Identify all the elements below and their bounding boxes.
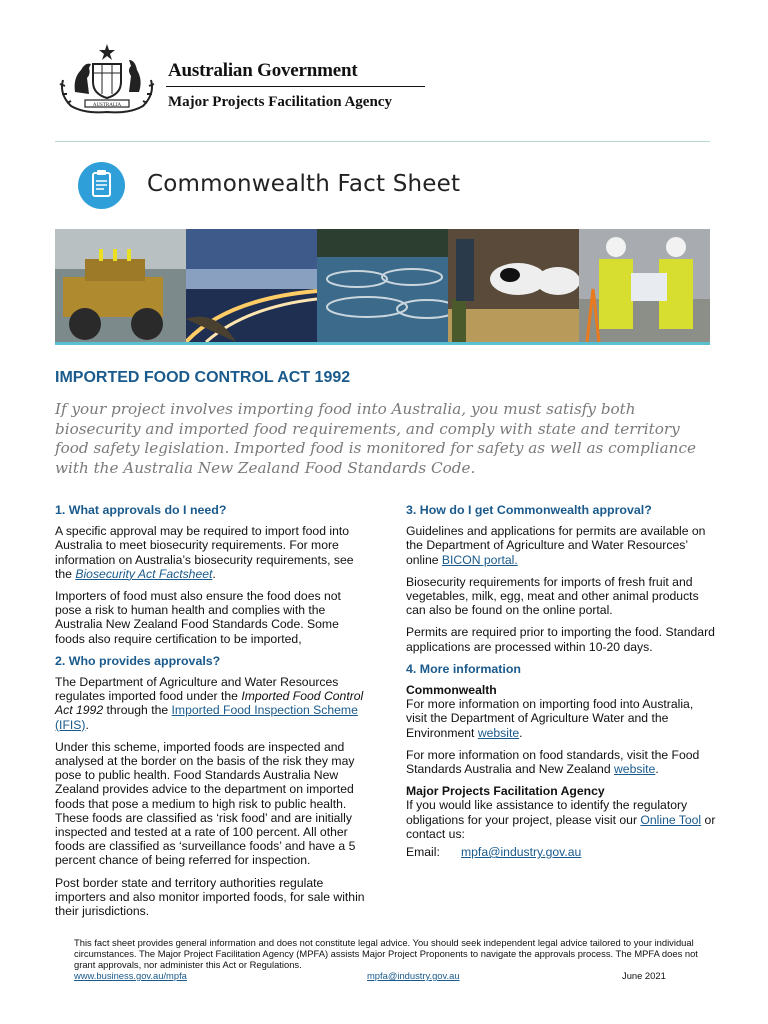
agency-name: Major Projects Facilitation Agency bbox=[168, 94, 392, 110]
agriculture-website-link[interactable]: website bbox=[477, 725, 520, 740]
s2-p1-b: through the bbox=[103, 703, 172, 718]
section-2-paragraph-3: Post border state and territory authorities regulate importers and also monitor imported foods, for sale within their jurisdictions. bbox=[55, 875, 365, 919]
section-1-paragraph-1 bbox=[55, 524, 365, 581]
mpfa-email-link[interactable]: mpfa@industry.gov.au bbox=[461, 845, 582, 860]
section-1-heading: 1. What approvals do I need? bbox=[55, 503, 227, 517]
highway-night-photo bbox=[186, 229, 317, 342]
mpfa-p-text: If you would like assistance to identify the regulatory obligations for your project, please visit our bbox=[406, 798, 688, 827]
footer-date: June 2021 bbox=[622, 970, 666, 981]
mpfa-paragraph bbox=[406, 798, 716, 841]
banner-underline bbox=[55, 342, 710, 345]
cw-p2-end: . bbox=[655, 762, 659, 777]
government-title: Australian Government bbox=[168, 60, 358, 81]
cw-p1-end: . bbox=[519, 725, 523, 740]
document-heading: IMPORTED FOOD CONTROL ACT 1992 bbox=[55, 369, 351, 386]
fsanz-website-link[interactable]: website bbox=[614, 762, 656, 777]
footer-disclaimer: This fact sheet provides general information and does not constitute legal advice. You should seek independent legal advice tailored to your individual circumstances. The Major Project Facilitation Agency (MPFA) assists Major Project Proponents to navigate the approvals process. The MPFA does not grant approvals, nor administer this Act or Regulations. bbox=[74, 937, 698, 971]
section-3-paragraph-1 bbox=[406, 524, 716, 567]
section-2-paragraph-1 bbox=[55, 675, 365, 732]
act-title-italic: Imported Food Control Act 1992 bbox=[55, 689, 364, 718]
email-row bbox=[406, 845, 716, 859]
s1-p1-text: A specific approval may be required to import food into Australia to meet biosecurity requirements. For more information on Australia’s biosecurity requirements, see the bbox=[55, 524, 354, 581]
section-1-paragraph-2: Importers of food must also ensure the food does not pose a risk to human health and complies with the Australia New Zealand Food Standards Code. Some foods also require certification to be imported, bbox=[55, 589, 341, 646]
email-label: Email: bbox=[406, 845, 440, 860]
s2-p1-a: The Department of Agriculture and Water Resources regulates imported food under the bbox=[55, 675, 339, 704]
footer-website-link[interactable]: www.business.gov.au/mpfa bbox=[74, 970, 187, 981]
coat-of-arms-icon bbox=[55, 42, 159, 114]
svg-text:AUSTRALIA: AUSTRALIA bbox=[92, 103, 122, 108]
section-2-heading: 2. Who provides approvals? bbox=[55, 653, 221, 668]
commonwealth-subheading: Commonwealth bbox=[406, 683, 497, 698]
header-divider bbox=[55, 141, 710, 142]
section-3-paragraph-3: Permits are required prior to importing the food. Standard applications are processed within 10-20 days. bbox=[406, 625, 715, 654]
commonwealth-paragraph-1 bbox=[406, 697, 716, 740]
footer-email-link[interactable]: mpfa@industry.gov.au bbox=[367, 970, 460, 981]
cw-p1-text: For more information on importing food into Australia, visit the Department of Agriculture Water and the Environment bbox=[406, 697, 694, 740]
biosecurity-factsheet-link[interactable]: Biosecurity Act Factsheet bbox=[75, 566, 213, 581]
fact-sheet-title: Commonwealth Fact Sheet bbox=[147, 171, 461, 197]
bicon-portal-link[interactable]: BICON portal. bbox=[441, 552, 518, 567]
surveyors-photo bbox=[579, 229, 710, 342]
mpfa-p-end: or contact us: bbox=[406, 812, 716, 841]
section-4-heading: 4. More information bbox=[406, 661, 521, 676]
header-rule bbox=[166, 86, 425, 87]
ifis-link[interactable]: Imported Food Inspection Scheme (IFIS) bbox=[55, 703, 358, 732]
mining-truck-photo bbox=[55, 229, 186, 342]
s3-p1-text: Guidelines and applications for permits are available on the Department of Agriculture and Water Resources’ online bbox=[406, 524, 706, 567]
right-column bbox=[406, 503, 716, 859]
photo-banner bbox=[55, 229, 710, 342]
cw-p2-text: For more information on food standards, visit the Food Standards Australia and New Zealand bbox=[406, 747, 700, 777]
left-column bbox=[55, 503, 365, 926]
online-tool-link[interactable]: Online Tool bbox=[640, 812, 702, 827]
mpfa-subheading: Major Projects Facilitation Agency bbox=[406, 784, 605, 799]
clipboard-icon bbox=[78, 162, 125, 209]
section-3-paragraph-2: Biosecurity requirements for imports of fresh fruit and vegetables, milk, egg, meat and other animal products can also be found on the online portal. bbox=[406, 574, 699, 618]
aquaculture-pens-photo bbox=[317, 229, 448, 342]
commonwealth-paragraph-2 bbox=[406, 748, 716, 776]
section-3-heading: 3. How do I get Commonwealth approval? bbox=[406, 503, 652, 517]
s1-p1-end: . bbox=[212, 566, 216, 581]
intro-paragraph: If your project involves importing food into Australia, you must satisfy both biosecurity and imported food requirements, and comply with state and territory food safety legislation. Imported food is monitored for safety as well as compliance with the Australia New Zealand Food Standards Code. bbox=[55, 400, 696, 477]
s2-p1-end: . bbox=[85, 717, 89, 732]
section-2-paragraph-2: Under this scheme, imported foods are inspected and analysed at the border on the basis of the risk they may pose to public health. Food Standards Australia New Zealand provides advice to the department on imported foods that pose a medium to high risk to public health. These foods are classified as ‘risk food’ and are initially inspected and tested at a rate of 100 percent. All other foods are classified as ‘surveillance foods’ and have a 5 percent chance of being referred for inspection. bbox=[55, 739, 356, 868]
dairy-cattle-photo bbox=[448, 229, 579, 342]
